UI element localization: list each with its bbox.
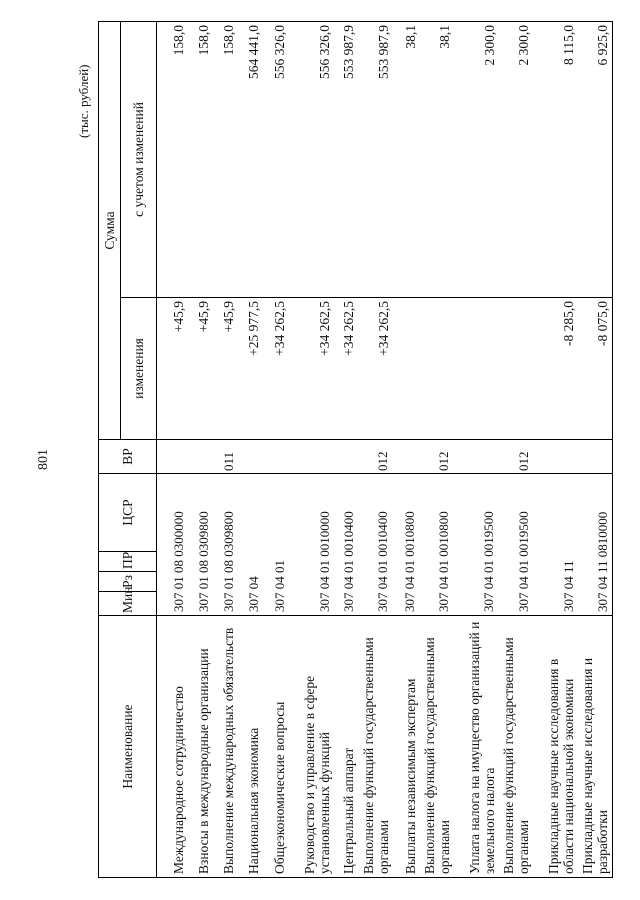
header-change: изменения — [121, 298, 157, 440]
row-change: +25 977,5 — [239, 298, 264, 440]
row-change — [393, 298, 420, 440]
row-name: Выполнение функций государственными органами — [499, 616, 533, 878]
header-with-change: с учетом изменений — [121, 21, 157, 297]
row-total: 2 300,0 — [499, 21, 533, 297]
table-row — [420, 21, 454, 877]
row-change: +34 262,5 — [264, 298, 290, 440]
row-total: 6 925,0 — [578, 21, 613, 297]
header-rz: Рз — [99, 572, 157, 592]
table-row — [359, 21, 393, 877]
row-name: Центральный аппарат — [335, 616, 359, 878]
row-name: Прикладные научные исследования и разработки — [578, 616, 613, 878]
row-change: +34 262,5 — [335, 298, 359, 440]
row-total: 38,1 — [420, 21, 454, 297]
row-vr — [290, 440, 335, 474]
row-vr — [157, 440, 189, 474]
row-change: +34 262,5 — [290, 298, 335, 440]
row-change — [499, 298, 533, 440]
row-name: Выплаты независимым экспертам — [393, 616, 420, 878]
row-codes: 307 04 01 0010000 — [290, 474, 335, 616]
row-codes: 307 04 01 0010400 — [335, 474, 359, 616]
row-change: -8 075,0 — [578, 298, 613, 440]
table-row — [335, 21, 359, 877]
row-codes: 307 01 08 0300000 — [157, 474, 189, 616]
table-row — [290, 21, 335, 877]
row-vr — [264, 440, 290, 474]
row-change: +34 262,5 — [359, 298, 393, 440]
row-name: Прикладные научные исследования в области национальной экономики — [533, 616, 578, 878]
row-vr — [578, 440, 613, 474]
table-header — [99, 21, 157, 877]
row-name: Руководство и управление в сфере установленных функций — [290, 616, 335, 878]
row-codes: 307 04 01 0019500 — [454, 474, 499, 616]
row-total: 2 300,0 — [454, 21, 499, 297]
row-name: Уплата налога на имущество организаций и земельного налога — [454, 616, 499, 878]
row-codes: 307 04 — [239, 474, 264, 616]
table-row — [499, 21, 533, 877]
row-codes: 307 01 08 0309800 — [214, 474, 239, 616]
row-name: Выполнение функций государственными органами — [420, 616, 454, 878]
table-row — [454, 21, 499, 877]
row-total: 38,1 — [393, 21, 420, 297]
row-name: Выполнение международных обязательств — [214, 616, 239, 878]
page-number: 801 — [36, 449, 51, 470]
row-change — [454, 298, 499, 440]
table-body — [157, 21, 613, 877]
row-change — [420, 298, 454, 440]
row-total: 158,0 — [189, 21, 214, 297]
row-codes: 307 04 11 0810000 — [578, 474, 613, 616]
table-row — [578, 21, 613, 877]
row-name: Национальная экономика — [239, 616, 264, 878]
units-note: (тыс. рублей) — [76, 64, 91, 138]
row-codes: 307 04 01 0010800 — [393, 474, 420, 616]
row-name: Выполнение функций государственными органами — [359, 616, 393, 878]
row-change: +45,9 — [214, 298, 239, 440]
table-row — [239, 21, 264, 877]
row-vr: 012 — [359, 440, 393, 474]
table-row — [214, 21, 239, 877]
row-change: +45,9 — [189, 298, 214, 440]
header-name: Наименование — [99, 616, 157, 878]
row-vr — [533, 440, 578, 474]
row-vr: 012 — [420, 440, 454, 474]
header-sum: Сумма — [99, 21, 121, 439]
budget-table — [98, 21, 613, 878]
table-row — [264, 21, 290, 877]
table-row — [393, 21, 420, 877]
row-codes: 307 04 01 0010400 — [359, 474, 393, 616]
row-total: 556 326,0 — [290, 21, 335, 297]
row-total: 8 115,0 — [533, 21, 578, 297]
row-vr — [393, 440, 420, 474]
row-codes: 307 01 08 0309800 — [189, 474, 214, 616]
row-change: +45,9 — [157, 298, 189, 440]
row-total: 556 326,0 — [264, 21, 290, 297]
row-total: 564 441,0 — [239, 21, 264, 297]
row-vr: 011 — [214, 440, 239, 474]
row-total: 158,0 — [214, 21, 239, 297]
row-change: -8 285,0 — [533, 298, 578, 440]
header-csr: ЦСР — [99, 474, 157, 552]
row-vr — [454, 440, 499, 474]
row-total: 158,0 — [157, 21, 189, 297]
header-vr: ВР — [99, 440, 157, 474]
header-pr: ПР — [99, 552, 157, 572]
row-codes: 307 04 01 0010800 — [420, 474, 454, 616]
row-name: Общеэкономические вопросы — [264, 616, 290, 878]
row-vr — [335, 440, 359, 474]
row-name: Взносы в международные организации — [189, 616, 214, 878]
table-row — [189, 21, 214, 877]
row-total: 553 987,9 — [359, 21, 393, 297]
row-vr: 012 — [499, 440, 533, 474]
table-row — [157, 21, 189, 877]
row-vr — [189, 440, 214, 474]
row-total: 553 987,9 — [335, 21, 359, 297]
row-codes: 307 04 11 — [533, 474, 578, 616]
table-row — [533, 21, 578, 877]
row-name: Международное сотрудничество — [157, 616, 189, 878]
row-codes: 307 04 01 — [264, 474, 290, 616]
row-vr — [239, 440, 264, 474]
header-min: Мин — [99, 592, 157, 616]
row-codes: 307 04 01 0019500 — [499, 474, 533, 616]
